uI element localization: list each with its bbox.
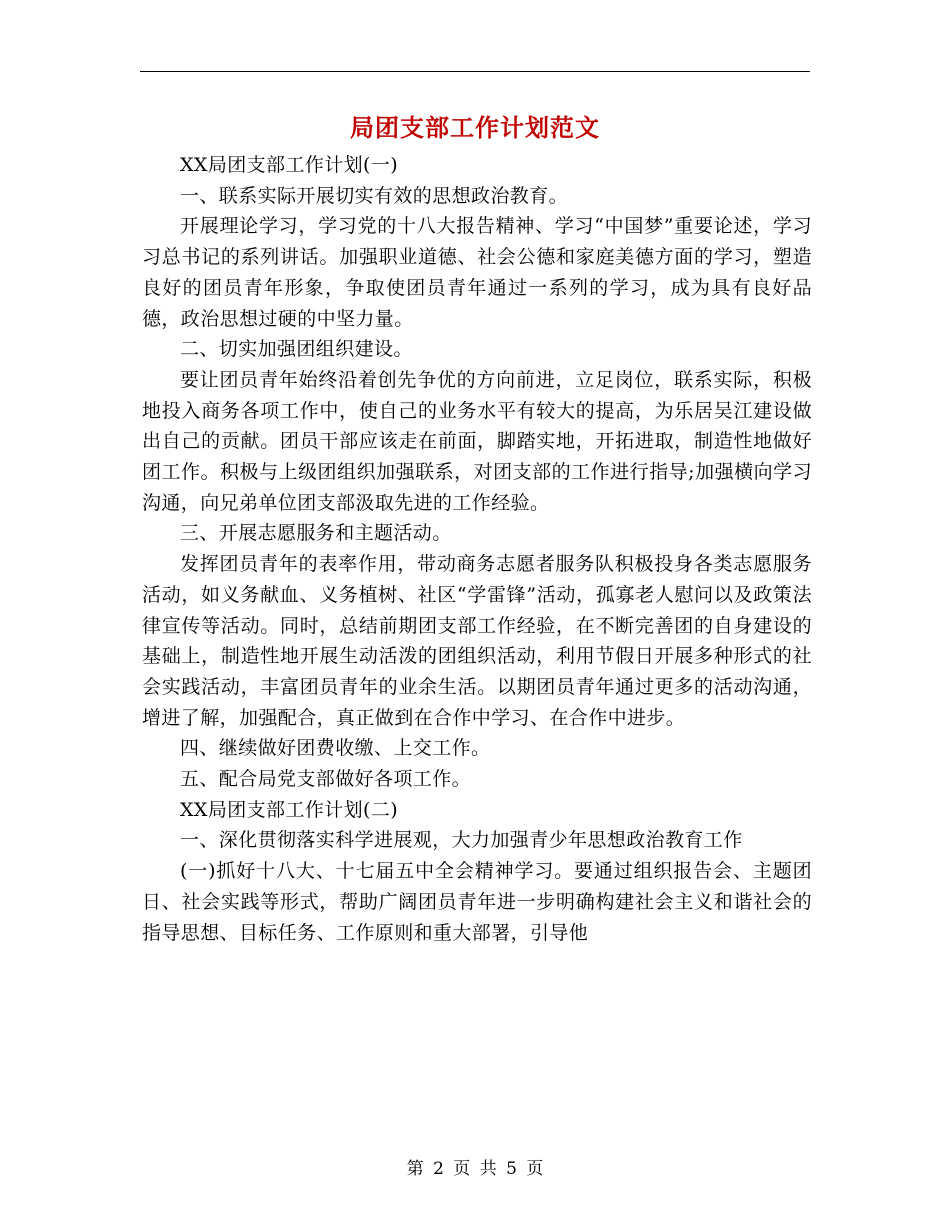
paragraph: 三、开展志愿服务和主题活动。 [180,522,452,545]
document-body [142,150,812,948]
paragraph: 二、切实加强团组织建设。 [180,338,413,361]
page-number-footer: 第 2 页 共 5 页 [406,1159,544,1179]
paragraph: 发挥团员青年的表率作用，带动商务志愿者服务队积极投身各类志愿服务活动，如义务献血、义务植树、社区“学雷锋”活动，孤寡老人慰问以及政策法律宣传等活动。同时，总结前期团支部工作经验，在不断完善团的自身建设的基础上，制造性地开展生动活泼的团组织活动，利用节假日开展多种形式的社会实践活动，丰富团员青年的业余生活。以期团员青年通过更多的活动沟通，增进了解，加强配合，真正做到在合作中学习、在合作中进步。 [142,553,812,729]
paragraph: 四、继续做好团费收缴、上交工作。 [180,737,491,760]
paragraph: 要让团员青年始终沿着创先争优的方向前进，立足岗位，联系实际，积极地投入商务各项工作中，使自己的业务水平有较大的提高，为乐居吴江建设做出自己的贡献。团员干部应该走在前面，脚踏实地，开拓进取，制造性地做好团工作。积极与上级团组织加强联系，对团支部的工作进行指导;加强横向学习沟通，向兄弟单位团支部汲取先进的工作经验。 [142,368,812,514]
header-rule [140,71,810,72]
paragraph: XX局团支部工作计划(二) [180,798,399,821]
paragraph: 开展理论学习，学习党的十八大报告精神、学习“中国梦”重要论述，学习习总书记的系列讲话。加强职业道德、社会公德和家庭美德方面的学习，塑造良好的团员青年形象，争取使团员青年通过一系列的学习，成为具有良好品德，政治思想过硬的中坚力量。 [142,215,812,330]
paragraph: 五、配合局党支部做好各项工作。 [180,768,472,791]
document-title: 局团支部工作计划范文 [350,114,600,142]
paragraph: (一)抓好十八大、十七届五中全会精神学习。要通过组织报告会、主题团日、社会实践等形式，帮助广阔团员青年进一步明确构建社会主义和谐社会的指导思想、目标任务、工作原则和重大部署，引导他 [142,860,812,944]
paragraph: 一、联系实际开展切实有效的思想政治教育。 [180,184,569,207]
paragraph: XX局团支部工作计划(一) [180,154,399,176]
paragraph: 一、深化贯彻落实科学进展观，大力加强青少年思想政治教育工作 [180,829,743,852]
